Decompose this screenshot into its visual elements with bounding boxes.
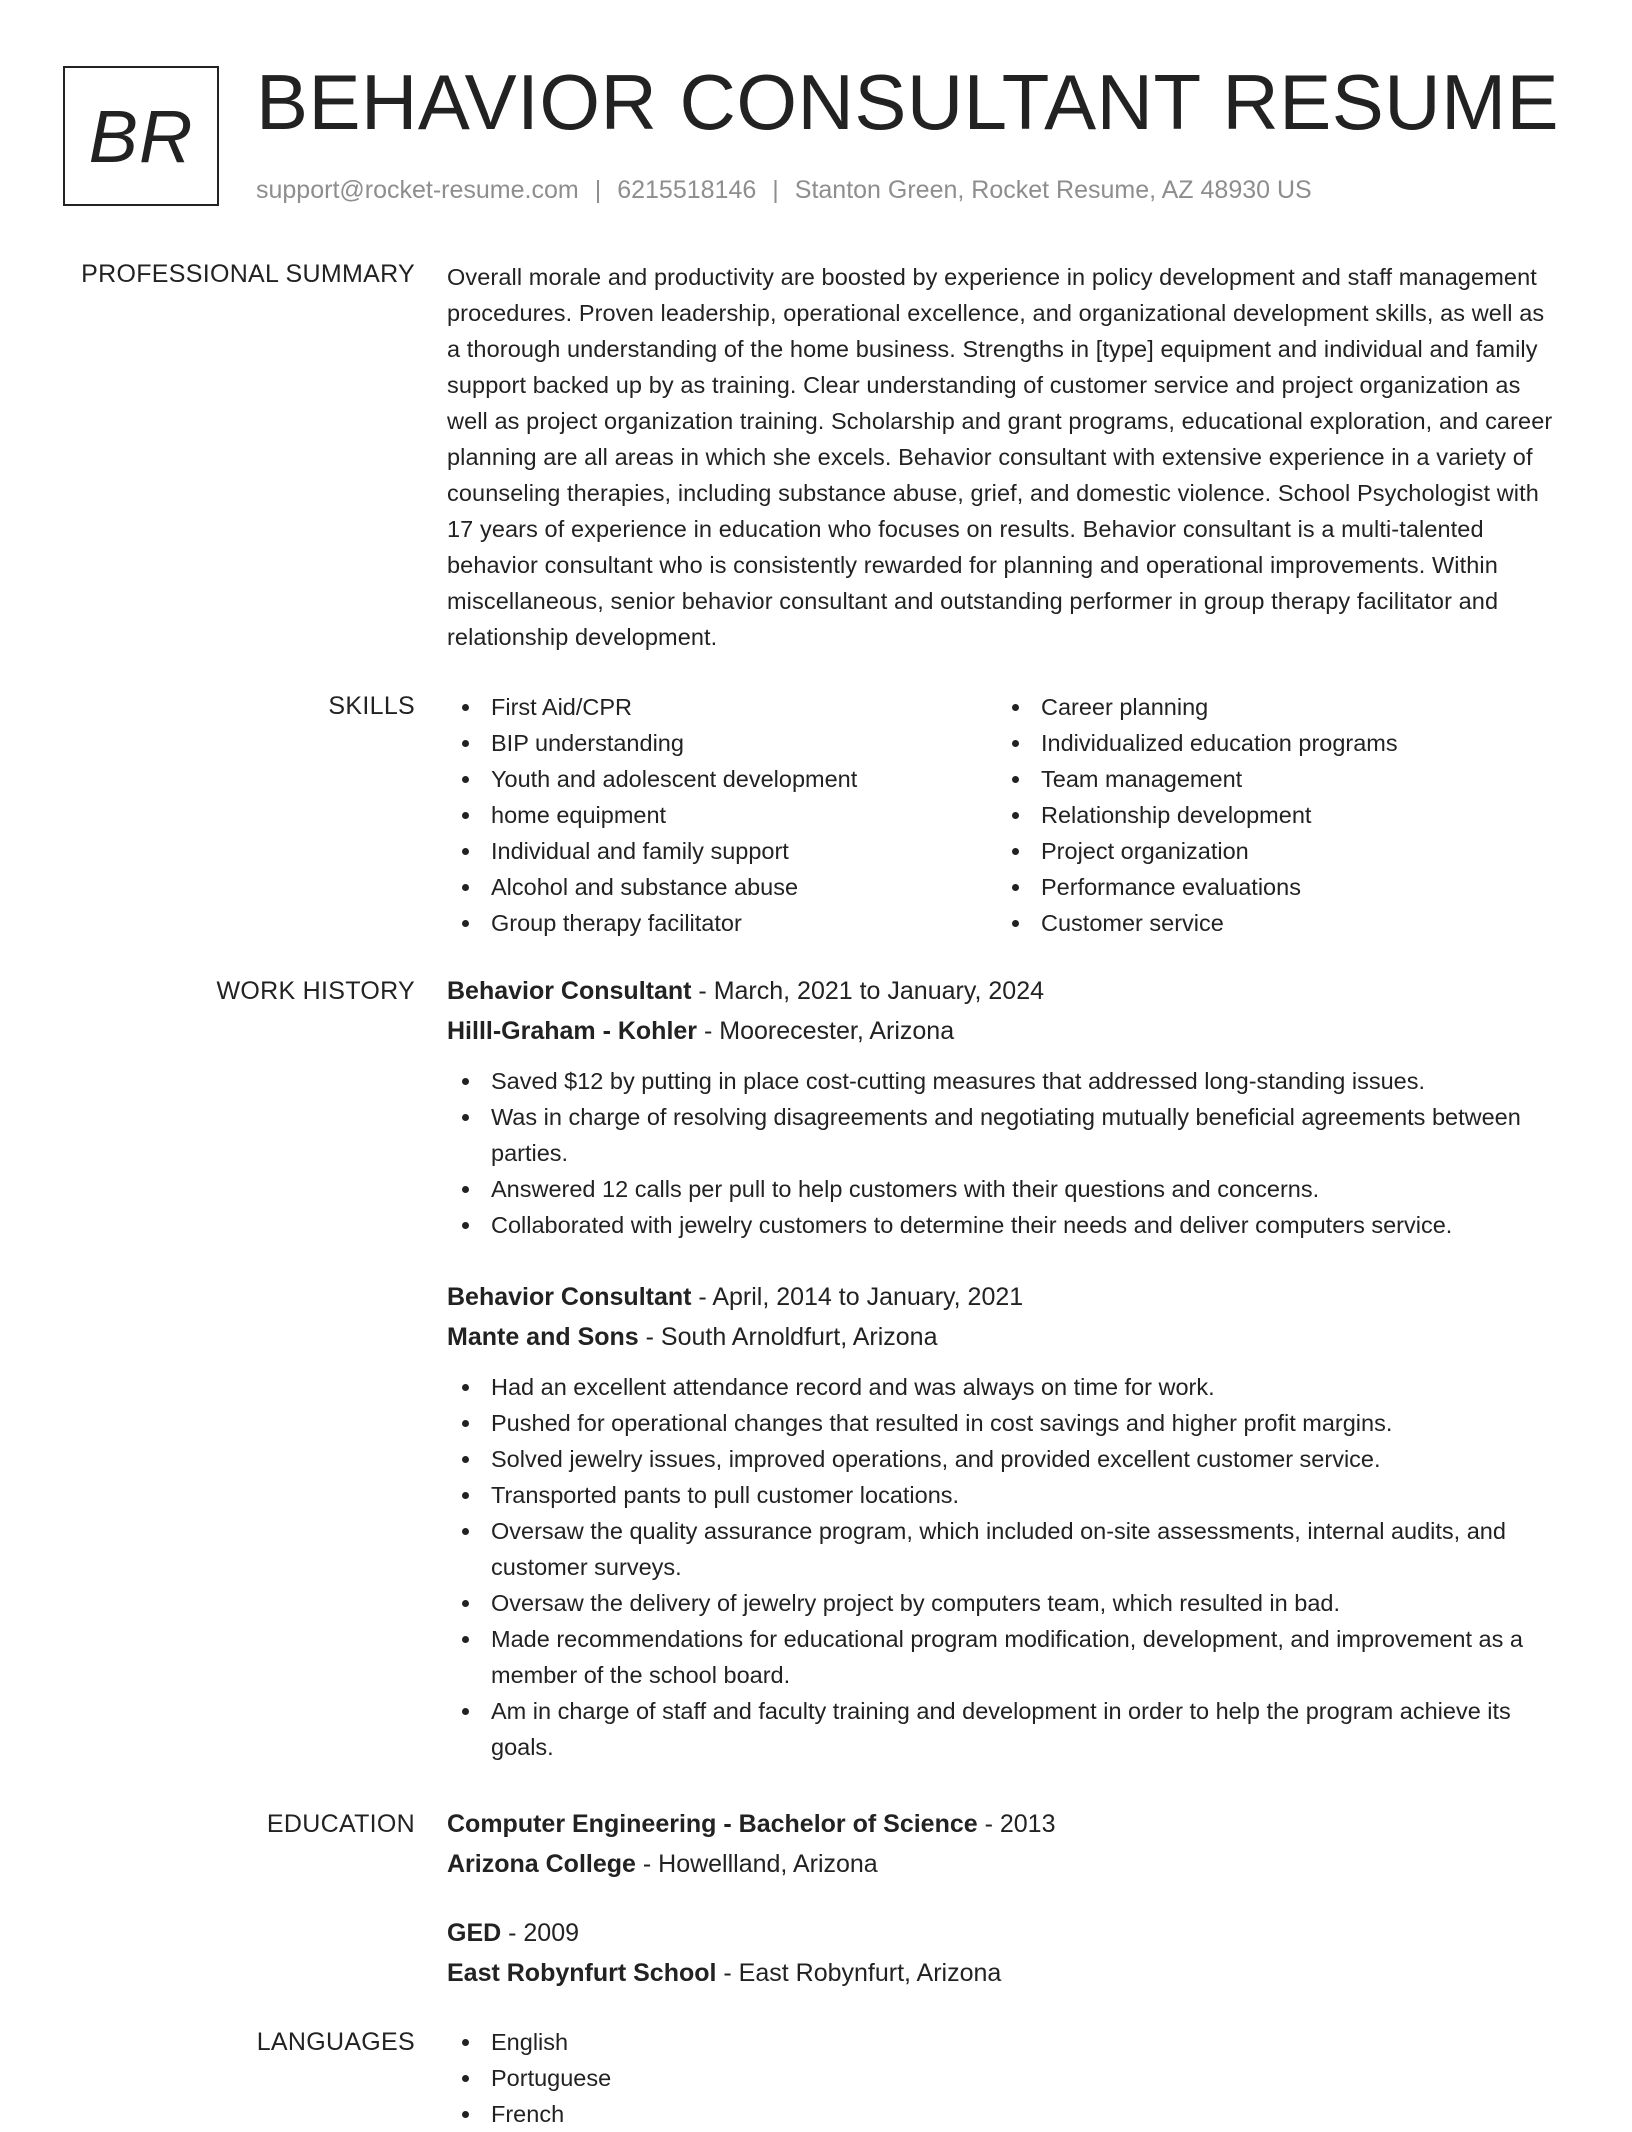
education-entry	[447, 1804, 1562, 1884]
education-degree-line	[447, 1804, 1562, 1844]
skill-item: Customer service	[997, 905, 1547, 941]
section-label-summary: PROFESSIONAL SUMMARY	[81, 260, 415, 288]
skills-body	[447, 689, 1562, 941]
job-title: Behavior Consultant	[447, 977, 692, 1005]
skills-list-right	[997, 689, 1547, 941]
skills-grid	[447, 689, 1562, 941]
education-year: - 2009	[501, 1919, 580, 1947]
job-bullet: Had an excellent attendance record and was always on time for work.	[447, 1369, 1562, 1405]
skill-item: Group therapy facilitator	[447, 905, 997, 941]
education-degree: Computer Engineering - Bachelor of Science	[447, 1810, 978, 1838]
job-title-line	[447, 971, 1562, 1011]
job-dates: - April, 2014 to January, 2021	[691, 1283, 1024, 1311]
contact-separator: |	[772, 176, 779, 204]
job-bullet: Oversaw the delivery of jewelry project by computers team, which resulted in bad.	[447, 1585, 1562, 1621]
education-school: Arizona College	[447, 1850, 636, 1878]
job-bullet: Saved $12 by putting in place cost-cutting measures that addressed long-standing issues.	[447, 1063, 1562, 1099]
work-history-body	[447, 971, 1562, 1765]
education-degree-line	[447, 1913, 1562, 1953]
job-bullet: Solved jewelry issues, improved operations, and provided excellent customer service.	[447, 1441, 1562, 1477]
contact-phone: 6215518146	[617, 176, 757, 204]
contact-line	[256, 174, 1312, 206]
skill-item: Individualized education programs	[997, 725, 1547, 761]
summary-text: Overall morale and productivity are boosted by experience in policy development and staff management procedures. Proven leadership, operational excellence, and organizational development skills, as well as a thorough understanding of the home business. Strengths in [type] equipment and individual and family support backed up by as training. Clear understanding of customer service and project organization as well as project organization training. Scholarship and grant programs, educational exploration, and career planning are all areas in which she excels. Behavior consultant with extensive experience in a variety of counseling therapies, including substance abuse, grief, and domestic violence. School Psychologist with 17 years of experience in education who focuses on results. Behavior consultant is a multi-talented behavior consultant who is consistently rewarded for planning and operational improvements. Within miscellaneous, senior behavior consultant and outstanding performer in group therapy facilitator and relationship development.	[447, 264, 1553, 650]
languages-list	[447, 2024, 1562, 2132]
skill-item: First Aid/CPR	[447, 689, 997, 725]
job-company-line	[447, 1317, 1562, 1357]
monogram-initials: BR	[63, 66, 219, 206]
language-item: French	[447, 2096, 1562, 2132]
skill-item: Career planning	[997, 689, 1547, 725]
skill-item: Performance evaluations	[997, 869, 1547, 905]
job-location: - Moorecester, Arizona	[697, 1017, 955, 1045]
education-location: - Howellland, Arizona	[635, 1850, 878, 1878]
skill-item: Individual and family support	[447, 833, 997, 869]
contact-address: Stanton Green, Rocket Resume, AZ 48930 US	[794, 176, 1312, 204]
job-entry	[447, 1277, 1562, 1765]
language-item: English	[447, 2024, 1562, 2060]
language-item: Portuguese	[447, 2060, 1562, 2096]
job-entry	[447, 971, 1562, 1243]
education-entry	[447, 1913, 1562, 1993]
section-label-work-history: WORK HISTORY	[216, 977, 415, 1005]
page-title: BEHAVIOR CONSULTANT RESUME	[256, 58, 1560, 146]
job-bullet: Am in charge of staff and faculty training and development in order to help the program achieve its goals.	[447, 1693, 1562, 1765]
job-bullets	[447, 1369, 1562, 1765]
job-bullets	[447, 1063, 1562, 1243]
contact-email: support@rocket-resume.com	[256, 176, 579, 204]
job-company-line	[447, 1011, 1562, 1051]
section-label-skills: SKILLS	[328, 692, 415, 720]
job-bullet: Collaborated with jewelry customers to determine their needs and deliver computers service.	[447, 1207, 1562, 1243]
skill-item: Relationship development	[997, 797, 1547, 833]
job-bullet: Was in charge of resolving disagreements and negotiating mutually beneficial agreements between parties.	[447, 1099, 1562, 1171]
job-bullet: Oversaw the quality assurance program, which included on-site assessments, internal audits, and customer surveys.	[447, 1513, 1562, 1585]
job-company: Hilll-Graham - Kohler	[447, 1017, 698, 1045]
skills-list-left	[447, 689, 997, 941]
skill-item: Alcohol and substance abuse	[447, 869, 997, 905]
section-label-languages: LANGUAGES	[256, 2028, 415, 2056]
job-bullet: Answered 12 calls per pull to help customers with their questions and concerns.	[447, 1171, 1562, 1207]
section-label-education: EDUCATION	[266, 1810, 415, 1838]
skill-item: Team management	[997, 761, 1547, 797]
job-title-line	[447, 1277, 1562, 1317]
education-year: - 2013	[977, 1810, 1056, 1838]
education-degree: GED	[447, 1919, 502, 1947]
summary-body	[447, 259, 1562, 655]
education-school-line	[447, 1844, 1562, 1884]
job-bullet: Pushed for operational changes that resulted in cost savings and higher profit margins.	[447, 1405, 1562, 1441]
education-location: - East Robynfurt, Arizona	[716, 1959, 1002, 1987]
skill-item: home equipment	[447, 797, 997, 833]
job-title: Behavior Consultant	[447, 1283, 692, 1311]
skill-item: BIP understanding	[447, 725, 997, 761]
education-school-line	[447, 1953, 1562, 1993]
languages-body	[447, 2024, 1562, 2132]
job-location: - South Arnoldfurt, Arizona	[638, 1323, 938, 1351]
job-bullet: Made recommendations for educational program modification, development, and improvement as a member of the school board.	[447, 1621, 1562, 1693]
job-dates: - March, 2021 to January, 2024	[691, 977, 1044, 1005]
skill-item: Youth and adolescent development	[447, 761, 997, 797]
contact-separator: |	[594, 176, 602, 204]
job-company: Mante and Sons	[447, 1323, 639, 1351]
skill-item: Project organization	[997, 833, 1547, 869]
job-bullet: Transported pants to pull customer locations.	[447, 1477, 1562, 1513]
education-school: East Robynfurt School	[447, 1959, 717, 1987]
education-body	[447, 1804, 1562, 1993]
